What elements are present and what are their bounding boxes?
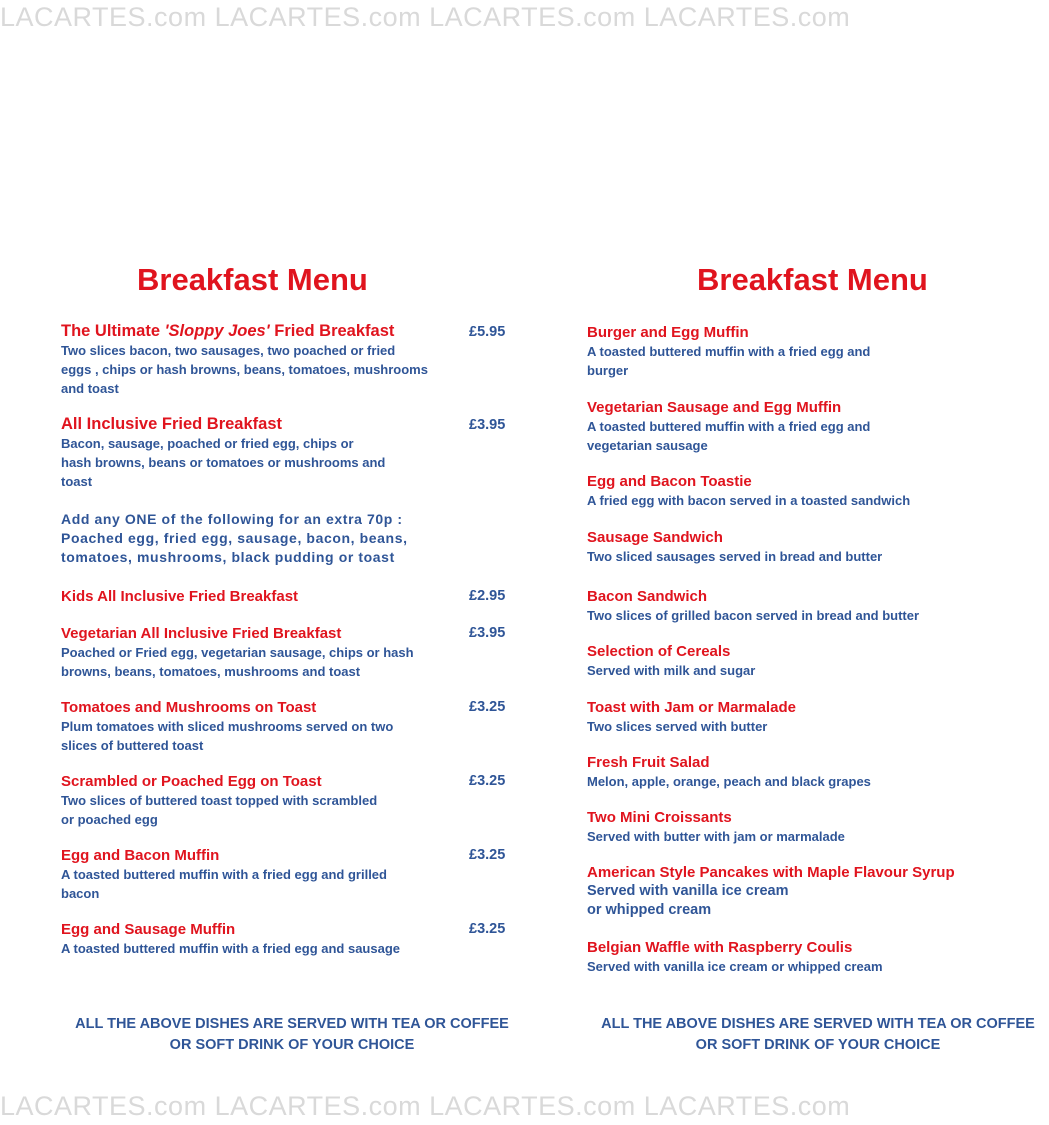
menu-item (61, 624, 414, 681)
watermark-top: LACARTES.com LACARTES.com LACARTES.com LACARTES.com (0, 2, 851, 32)
menu-item (587, 753, 871, 791)
menu-title: Breakfast Menu (697, 262, 928, 297)
item-name: Egg and Sausage Muffin (61, 921, 236, 938)
item-description: Two slices of buttered toast topped with scrambled (61, 793, 378, 808)
item-description: Served with milk and sugar (587, 663, 756, 678)
menu-item (587, 863, 955, 920)
item-description: eggs , chips or hash browns, beans, tomatoes, mushrooms (61, 362, 428, 377)
menu-item (61, 587, 298, 606)
item-name: Toast with Jam or Marmalade (587, 699, 796, 716)
item-name: Kids All Inclusive Fried Breakfast (61, 588, 299, 605)
footer-note: ALL THE ABOVE DISHES ARE SERVED WITH TEA OR COFFEE OR SOFT DRINK OF YOUR CHOICE (75, 1016, 509, 1053)
item-description: Served with butter with jam or marmalade (587, 829, 845, 844)
item-description: bacon (61, 886, 100, 901)
item-description: vegetarian sausage (587, 438, 708, 453)
item-name: American Style Pancakes with Maple Flavour Syrup (587, 864, 955, 881)
item-name: Tomatoes and Mushrooms on Toast (61, 699, 317, 716)
item-description: Two slices bacon, two sausages, two poached or fried (61, 343, 396, 358)
item-name: Fresh Fruit Salad (587, 754, 710, 771)
menu-item (587, 528, 882, 566)
menu-item (587, 642, 755, 680)
item-description: Plum tomatoes with sliced mushrooms served on two (61, 719, 394, 734)
item-description: A toasted buttered muffin with a fried egg and grilled (61, 867, 387, 882)
menu-item (61, 846, 387, 903)
item-name: Selection of Cereals (587, 643, 731, 660)
menu-item (587, 938, 883, 976)
menu-item (61, 322, 428, 398)
item-name: Sausage Sandwich (587, 529, 723, 546)
menu-column-right (560, 0, 1035, 1125)
menu-item (587, 398, 870, 455)
item-description: Served with vanilla ice cream or whipped cream (587, 959, 883, 974)
menu-item (587, 323, 870, 380)
watermark-bottom: LACARTES.com LACARTES.com LACARTES.com LACARTES.com (0, 1091, 851, 1121)
item-name: Burger and Egg Muffin (587, 324, 749, 341)
item-name: Vegetarian Sausage and Egg Muffin (587, 399, 842, 416)
item-description: A toasted buttered muffin with a fried egg and (587, 419, 871, 434)
item-description: hash browns, beans or tomatoes or mushrooms and (61, 455, 386, 470)
item-description: A fried egg with bacon served in a toasted sandwich (587, 493, 911, 508)
item-name: Belgian Waffle with Raspberry Coulis (587, 939, 853, 956)
item-price: £3.95 (469, 625, 506, 641)
item-price: £3.25 (469, 847, 506, 863)
menu-item (587, 698, 796, 736)
item-description: and toast (61, 381, 119, 396)
item-description: Two sliced sausages served in bread and butter (587, 549, 883, 564)
extra-offer: Add any ONE of the following for an extra 70p : Poached egg, fried egg, sausage, bacon, beans, tomatoes, mushrooms, black pudding or toast (61, 511, 408, 565)
menu-item (587, 808, 845, 846)
item-price: £3.25 (469, 773, 506, 789)
item-description: A toasted buttered muffin with a fried egg and (587, 344, 871, 359)
item-description: browns, beans, tomatoes, mushrooms and toast (61, 664, 361, 679)
item-description: A toasted buttered muffin with a fried egg and sausage (61, 941, 401, 956)
item-price: £5.95 (469, 324, 506, 340)
item-description: Two slices of grilled bacon served in bread and butter (587, 608, 920, 623)
item-description: Bacon, sausage, poached or fried egg, chips or (61, 436, 354, 451)
item-name: Egg and Bacon Muffin (61, 847, 220, 864)
item-description: burger (587, 363, 629, 378)
item-description: Poached or Fried egg, vegetarian sausage, chips or hash (61, 645, 414, 660)
menu-item (61, 920, 400, 958)
item-name: Vegetarian All Inclusive Fried Breakfast (61, 625, 342, 642)
item-name: All Inclusive Fried Breakfast (61, 415, 283, 433)
item-description: Melon, apple, orange, peach and black grapes (587, 774, 871, 789)
item-description: or whipped cream (587, 902, 712, 918)
item-name: Bacon Sandwich (587, 588, 708, 605)
menu-title: Breakfast Menu (137, 262, 368, 297)
item-name: Two Mini Croissants (587, 809, 732, 826)
item-description: slices of buttered toast (61, 738, 204, 753)
menu-item (587, 472, 910, 510)
footer-note: ALL THE ABOVE DISHES ARE SERVED WITH TEA OR COFFEE OR SOFT DRINK OF YOUR CHOICE (601, 1016, 1035, 1053)
menu-item (61, 772, 377, 829)
menu-item (587, 587, 919, 625)
item-price: £3.95 (469, 417, 506, 433)
item-description: or poached egg (61, 812, 158, 827)
item-price: £3.25 (469, 921, 506, 937)
item-name: Egg and Bacon Toastie (587, 473, 752, 490)
item-description: toast (61, 474, 93, 489)
menu-item (61, 698, 393, 755)
item-price: £2.95 (469, 588, 506, 604)
item-description: Two slices served with butter (587, 719, 768, 734)
item-price: £3.25 (469, 699, 506, 715)
item-name: Scrambled or Poached Egg on Toast (61, 773, 322, 790)
item-name: The Ultimate 'Sloppy Joes' Fried Breakfast (61, 322, 395, 340)
menu-item (61, 415, 385, 491)
item-description: Served with vanilla ice cream (587, 883, 789, 899)
